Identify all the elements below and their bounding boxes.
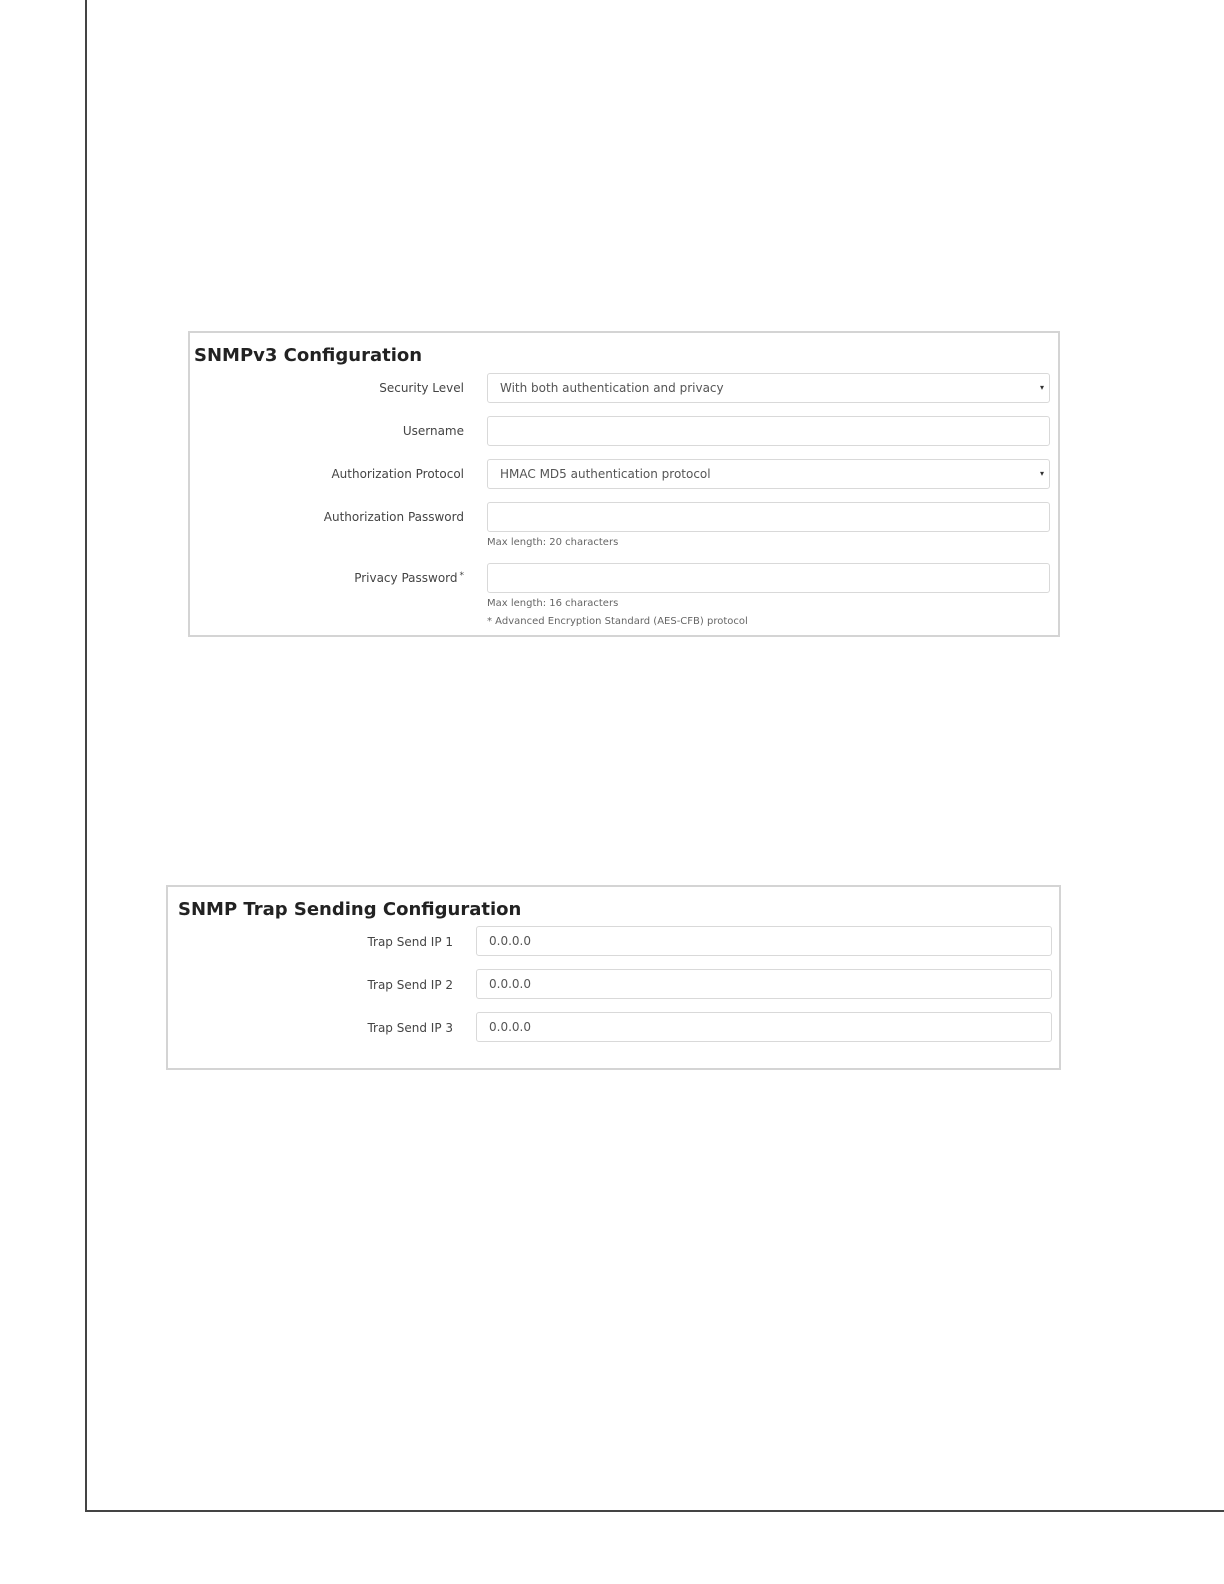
trap-ip-1-label: Trap Send IP 1 [367, 935, 453, 949]
auth-password-label: Authorization Password [323, 510, 464, 524]
snmpv3-panel-title: SNMPv3 Configuration [194, 345, 423, 366]
trap-ip-2-input[interactable]: 0.0.0.0 [476, 969, 1052, 999]
username-label: Username [402, 424, 464, 438]
auth-password-help: Max length: 20 characters [487, 537, 619, 548]
page-border-left [85, 0, 87, 1512]
page-border-bottom [85, 1510, 1224, 1512]
trap-ip-2-label: Trap Send IP 2 [367, 978, 453, 992]
trap-ip-3-input[interactable]: 0.0.0.0 [476, 1012, 1052, 1042]
username-input[interactable] [487, 416, 1050, 446]
trap-ip-1-input[interactable]: 0.0.0.0 [476, 926, 1052, 956]
chevron-down-icon: ▾ [1039, 469, 1044, 478]
auth-protocol-label: Authorization Protocol [331, 467, 464, 481]
privacy-password-label-text: Privacy Password [354, 571, 458, 585]
privacy-password-help: Max length: 16 characters [487, 598, 619, 609]
auth-protocol-value: HMAC MD5 authentication protocol [500, 467, 711, 481]
auth-password-input[interactable] [487, 502, 1050, 532]
chevron-down-icon: ▾ [1039, 383, 1044, 392]
trap-panel-title: SNMP Trap Sending Configuration [178, 899, 522, 920]
required-asterisk: * [459, 571, 464, 581]
security-level-select[interactable] [487, 373, 1050, 403]
privacy-protocol-note: * Advanced Encryption Standard (AES-CFB) protocol [487, 616, 748, 627]
security-level-value: With both authentication and privacy [500, 381, 724, 395]
privacy-password-label [354, 571, 464, 585]
snmpv3-panel [188, 331, 1060, 637]
security-level-label: Security Level [379, 381, 464, 395]
trap-ip-3-label: Trap Send IP 3 [367, 1021, 453, 1035]
privacy-password-input[interactable] [487, 563, 1050, 593]
auth-protocol-select[interactable] [487, 459, 1050, 489]
trap-panel [166, 885, 1061, 1070]
